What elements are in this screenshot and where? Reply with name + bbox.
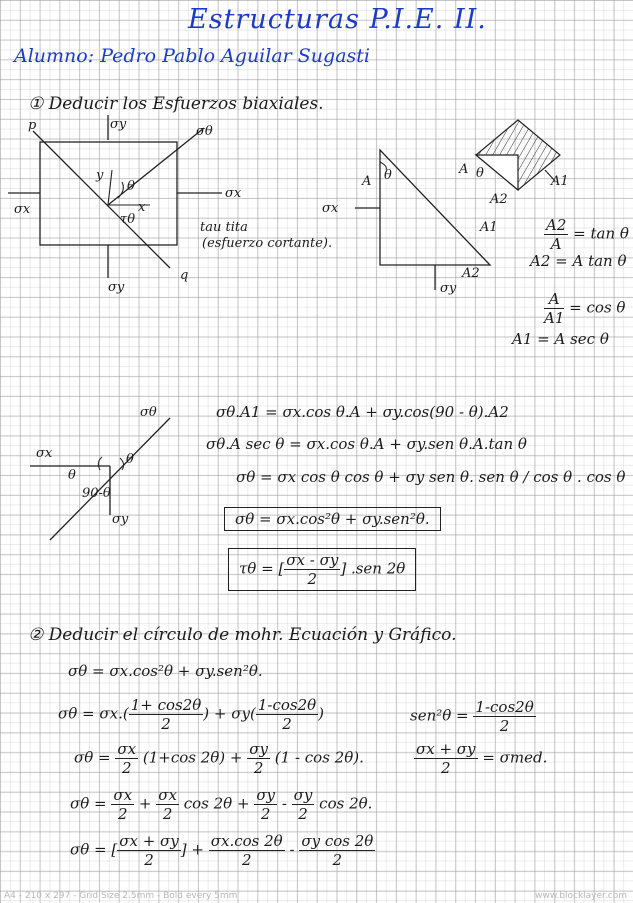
mohr-line-4 (70, 786, 372, 823)
mohr-l4-n2: σx (158, 786, 177, 804)
tri-label-sigma-x: σx (322, 201, 339, 216)
sketch-label-sigma-y: σy (112, 512, 129, 527)
tau-note-2: (esfuerzo cortante). (202, 236, 333, 251)
equation-4-boxed: σθ = σx.cos²θ + σy.sen²θ. (224, 507, 441, 531)
mohr-l4-c: cos 2θ + (183, 794, 250, 813)
sketch-label-ninety: 90-θ (82, 486, 111, 501)
mohr-l3-b: (1+cos 2θ) + (142, 748, 243, 767)
relation-tan-den: A (550, 235, 562, 253)
student-label: Alumno: (14, 45, 95, 67)
mohr-l2-d2: 2 (282, 715, 292, 733)
mohr-l2-n1: 1+ cos2θ (130, 696, 202, 714)
label-sigma-theta: σθ (196, 124, 213, 139)
mohr-l3-n2: σy (249, 740, 268, 758)
mohr-identity (410, 698, 536, 735)
label-tau-theta: τθ (120, 212, 136, 227)
tri-label-theta: θ (384, 168, 392, 183)
mohr-l5-n3: σy cos 2θ (301, 832, 374, 850)
rotated-element-figure (460, 115, 570, 205)
mohr-l5-n1: σx + σy (119, 832, 179, 850)
mohr-line-2: σθ = σx.( $\frac{1+ \cos 2\theta}{2}$ ) + σy( $\frac{1-\cos 2\theta}{2}$ ) (58, 696, 325, 733)
relation-tan-num: A2 (546, 216, 567, 234)
rot-label-A: A (459, 162, 469, 177)
rot-label-theta: θ (476, 166, 484, 181)
mohr-l4-b: + (138, 794, 152, 813)
mohr-identity-lhs: sen²θ = (410, 706, 469, 725)
mohr-med-rhs: = σmed. (482, 748, 548, 767)
label-sigma-y-top: σy (110, 117, 127, 132)
mohr-l5-b: + (191, 840, 204, 859)
sketch-label-sigma-x: σx (36, 446, 53, 461)
mohr-med-num: σx + σy (416, 740, 476, 758)
mohr-l5-d3: 2 (332, 851, 343, 869)
mohr-med-den: 2 (440, 759, 451, 777)
mohr-identity-den: 2 (499, 717, 510, 735)
rot-label-A2: A2 (490, 192, 508, 207)
mohr-l4-n4: σy (293, 786, 313, 804)
mohr-l5-a: σθ = (70, 840, 107, 859)
tri-label-A: A (362, 174, 372, 189)
student-name: Pedro Pablo Aguilar Sugasti (100, 45, 370, 67)
mohr-sigma-med (414, 740, 547, 777)
mohr-line-5: σθ = [ $\frac{\sigma x + \sigma y}{2}$ ] + $\frac{\sigma x.\cos 2\theta}{2}$ - $\frac{\text{σy cos 2θ}}{2}$ (70, 832, 374, 869)
eq5-rhs: .sen 2θ (350, 559, 406, 578)
rot-label-A1: A1 (551, 174, 569, 189)
mohr-l5-d2: 2 (241, 851, 252, 869)
relation-tan-rhs: = tan θ (573, 224, 629, 243)
relation-cos-den: A1 (544, 309, 565, 327)
sketch-label-sigma-theta: σθ (140, 405, 157, 420)
mohr-l2-b: + σy (213, 704, 250, 723)
mohr-l3-a: σθ = (74, 748, 111, 767)
equation-1: σθ.A1 = σx.cos θ.A + σy.cos(90 - θ).A2 (216, 403, 509, 421)
mohr-identity-num: 1-cos2θ (475, 698, 534, 716)
label-sigma-y-bottom: σy (108, 280, 125, 295)
eq5-lhs: τθ = (239, 559, 274, 578)
mohr-l4-d4: 2 (298, 805, 308, 823)
eq5-num: σx - σy (286, 551, 339, 569)
section1-heading: ① Deducir los Esfuerzos biaxiales. (28, 94, 324, 114)
label-y: y (96, 168, 104, 183)
relation-a1: A1 = A sec θ (512, 330, 609, 348)
mohr-l5-c: - (289, 840, 295, 859)
mohr-l5-d1: 2 (144, 851, 154, 869)
mohr-l2-d1: 2 (161, 715, 171, 733)
page-title: Estructuras P.I.E. II. (188, 4, 487, 35)
mohr-l4-d2: 2 (162, 805, 173, 823)
mohr-l2-n2: 1-cos2θ (257, 696, 317, 714)
tau-note-1: tau tita (200, 220, 248, 235)
footer-grid-info: A4 - 210 x 297 - Grid Size 2.5mm - Bold every 5mm (4, 891, 238, 901)
label-p: p (28, 118, 37, 133)
label-theta: θ (127, 179, 135, 194)
section2-heading: ② Deducir el círculo de mohr. Ecuación y Gráfico. (28, 625, 457, 645)
mohr-line-1: σθ = σx.cos²θ + σy.sen²θ. (68, 662, 263, 680)
relation-tan (544, 216, 629, 253)
footer-site: www.blocklayer.com (535, 891, 627, 901)
mohr-l4-e: - (281, 794, 287, 813)
mohr-l4-d3: 2 (260, 805, 271, 823)
mohr-l4-n1: σx (113, 786, 133, 804)
angle-sketch-figure (30, 410, 180, 550)
relation-cos (544, 290, 625, 327)
relation-cos-num: A (544, 290, 564, 309)
label-sigma-x-right: σx (225, 186, 242, 201)
mohr-l3-d2: 2 (253, 759, 264, 777)
mohr-l5-n2: σx.cos 2θ (210, 832, 283, 850)
mohr-line-3 (74, 740, 364, 777)
label-x: x (138, 200, 146, 215)
sketch-label-theta2: θ (126, 452, 134, 467)
student-line (14, 45, 370, 67)
sketch-label-theta1: θ (68, 468, 76, 483)
tri-label-A1: A1 (480, 220, 498, 235)
mohr-l4-d1: 2 (117, 805, 128, 823)
relation-cos-rhs: = cos θ (569, 298, 626, 317)
equation-2: σθ.A sec θ = σx.cos θ.A + σy.sen θ.A.tan θ (206, 435, 527, 453)
equation-5-boxed: τθ = [ $\frac{\sigma x - \sigma y}{2}$ ] .sen 2θ (228, 548, 416, 591)
mohr-l3-d1: 2 (121, 759, 132, 777)
tri-label-sigma-y: σy (440, 281, 457, 296)
tri-label-A2: A2 (462, 266, 480, 281)
mohr-l4-a: σθ = (70, 794, 107, 813)
label-sigma-x-left: σx (14, 202, 31, 217)
mohr-l3-n1: σx (117, 740, 137, 758)
mohr-l3-c: (1 - cos 2θ). (274, 748, 364, 767)
mohr-l4-f: cos 2θ. (319, 794, 373, 813)
label-q: q (180, 268, 189, 283)
eq5-den: 2 (307, 570, 318, 588)
equation-3: σθ = σx cos θ cos θ + σy sen θ. sen θ / cos θ . cos θ (236, 468, 626, 486)
relation-a2: A2 = A tan θ (530, 252, 627, 270)
mohr-l4-n3: σy (256, 786, 276, 804)
mohr-l2-a: σθ = σx. (58, 704, 123, 723)
